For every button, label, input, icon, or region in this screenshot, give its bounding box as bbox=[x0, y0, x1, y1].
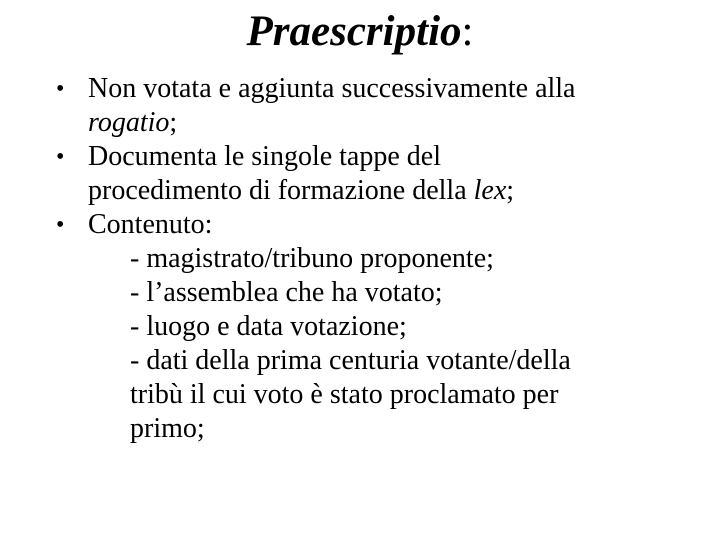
bullet-3-line-1: Contenuto: bbox=[88, 209, 213, 240]
term-lex: lex bbox=[473, 175, 507, 206]
bullet-2-line-2-text: procedimento di formazione della bbox=[88, 175, 474, 206]
bullet-dot: • bbox=[56, 144, 65, 170]
sub-item-proponent: - magistrato/tribuno proponente; bbox=[130, 243, 494, 274]
bullet-item-3 bbox=[54, 208, 694, 446]
bullet-1-line-2 bbox=[88, 106, 694, 140]
bullet-dot: • bbox=[56, 212, 65, 238]
term-rogatio: rogatio bbox=[88, 107, 170, 138]
bullet-1-punct: ; bbox=[169, 107, 178, 138]
bullet-2-punct: ; bbox=[506, 175, 515, 206]
bullet-1-line-1: Non votata e aggiunta successivamente alla bbox=[88, 73, 576, 104]
sub-item-place-date: - luogo e data votazione; bbox=[130, 311, 407, 342]
bullet-list bbox=[54, 72, 694, 446]
sub-item-assembly: - l’assemblea che ha votato; bbox=[130, 277, 443, 308]
bullet-item-1 bbox=[54, 72, 694, 140]
title-colon: : bbox=[461, 8, 474, 55]
bullet-2-line-2 bbox=[88, 174, 694, 208]
bullet-item-2 bbox=[54, 140, 694, 208]
bullet-dot: • bbox=[56, 76, 65, 102]
bullet-2-line-1: Documenta le singole tappe del bbox=[88, 141, 441, 172]
title-text: Praescriptio bbox=[246, 8, 462, 55]
sub-item-first-century: - dati della prima centuria votante/della bbox=[130, 345, 571, 376]
sub-item-first-century-cont-1: tribù il cui voto è stato proclamato per bbox=[130, 379, 559, 410]
sub-item-first-century-cont-2: primo; bbox=[130, 413, 205, 444]
slide-title bbox=[0, 6, 720, 58]
